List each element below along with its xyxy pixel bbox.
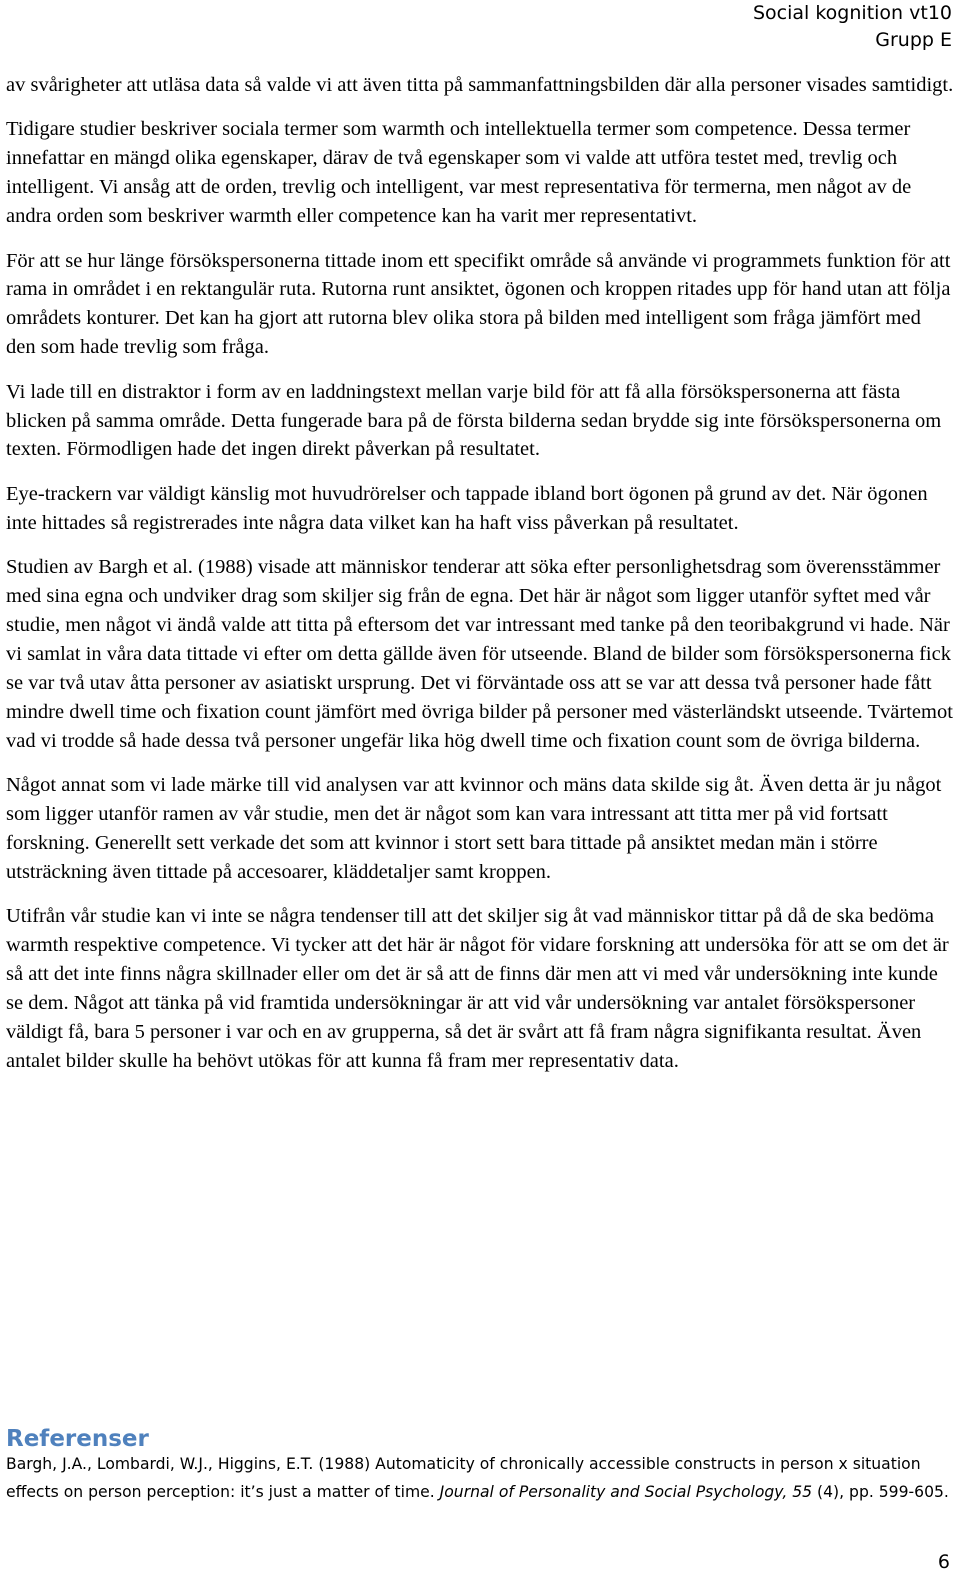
header-group-label: Grupp E [875,29,952,51]
references-heading: Referenser [6,1426,149,1452]
reference-pages: (4), pp. 599-605. [812,1482,949,1501]
page-number: 6 [937,1551,950,1573]
paragraph: Vi lade till en distraktor i form av en laddningstext mellan varje bild för att få alla försökspersonerna att fästa blicken på samma område. Detta fungerade bara på de första bilderna sedan brydde sig inte försökspersonerna om texten. Förmodligen hade det ingen direkt påverkan på resultatet. [6,380,942,461]
paragraph: Tidigare studier beskriver sociala termer som warmth och intellektuella termer som competence. Dessa termer innefattar en mängd olika egenskaper, därav de två egenskaper som vi valde att utföra testet med, trevlig och intelligent. Vi ansåg att de orden, trevlig och intelligent, var mest representativa för termerna, men något av de andra orden som beskriver warmth eller competence kan ha varit mer representativt. [6,118,912,228]
paragraph: Något annat som vi lade märke till vid analysen var att kvinnor och mäns data skilde sig åt. Även detta är ju något som ligger utanför ramen av vår studie, men det är något som kan vara intressant att titta mer på vid fortsatt forskning. Generellt sett verkade det som att kvinnor i stort sett bara tittade på ansiktet medan män i större utsträckning även tittade på accesoarer, kläddetaljer samt kroppen. [6,774,942,883]
reference-authors-title: Bargh, J.A., Lombardi, W.J., Higgins, E.T. (1988) Automaticity of chronically accessible constructs in person x situation effects on person perception: it’s just a matter of time. [6,1455,921,1501]
reference-volume: 55 [792,1482,813,1501]
header-course-title: Social kognition vt10 [752,2,952,24]
paragraph: För att se hur länge försökspersonerna tittade inom ett specifikt område så använde vi programmets funktion för att rama in området i en rektangulär ruta. Rutorna runt ansiktet, ögonen och kroppen ritades upp för hand utan att följa områdets konturer. Det kan ha gjort att rutorna blev olika stora på bilden med intelligent som fråga jämfört med den som hade trevlig som fråga. [6,249,951,359]
paragraph: av svårigheter att utläsa data så valde vi att även titta på sammanfattningsbilden där alla personer visades samtidigt. [6,74,954,96]
document-body [6,71,954,1091]
paragraph: Eye-trackern var väldigt känslig mot huvudrörelser och tappade ibland bort ögonen på grund av det. När ögonen inte hittades så registrerades inte några data vilket kan ha haft viss påverkan på resultatet. [6,482,928,534]
paragraph: Studien av Bargh et al. (1988) visade att människor tenderar att söka efter personlighetsdrag som överensstämmer med sina egna och undviker drag som skiljer sig från de egna. Det här är något som ligger utanför syftet med vår studie, men något vi ändå valde att titta på eftersom det var intressant med tanke på den teoribakgrund vi hade. När vi samlat in våra data tittade vi efter om detta gällde även för utseende. Bland de bilder som försökspersonerna fick se var två utav åtta personer av asiatiskt ursprung. Det vi förväntade oss att se var att dessa två personer hade fått mindre dwell time och fixation count jämfört med övriga bilder på personer med västerländskt utseende. Tvärtemot vad vi trodde så hade dessa två personer ungefär lika hög dwell time och fixation count som de övriga bilderna. [6,556,953,752]
reference-entry [6,1451,954,1506]
reference-journal: Journal of Personality and Social Psychology, [439,1482,788,1501]
paragraph: Utifrån vår studie kan vi inte se några tendenser till att det skiljer sig åt vad människor tittar på då de ska bedöma warmth respektive competence. Vi tycker att det här är något för vidare forskning att undersöka för att se om det är så att det inte finns några skillnader eller om det är så att de finns där men att vi med vår undersökning inte kunde se dem. Något att tänka på vid framtida undersökningar är att vid vår undersökning var antalet försökspersoner väldigt få, bara 5 personer i var och en av grupperna, så det är svårt att få fram några signifikanta resultat. Även antalet bilder skulle ha behövt utökas för att kunna få fram mer representativ data. [6,905,949,1072]
running-header [753,0,952,54]
